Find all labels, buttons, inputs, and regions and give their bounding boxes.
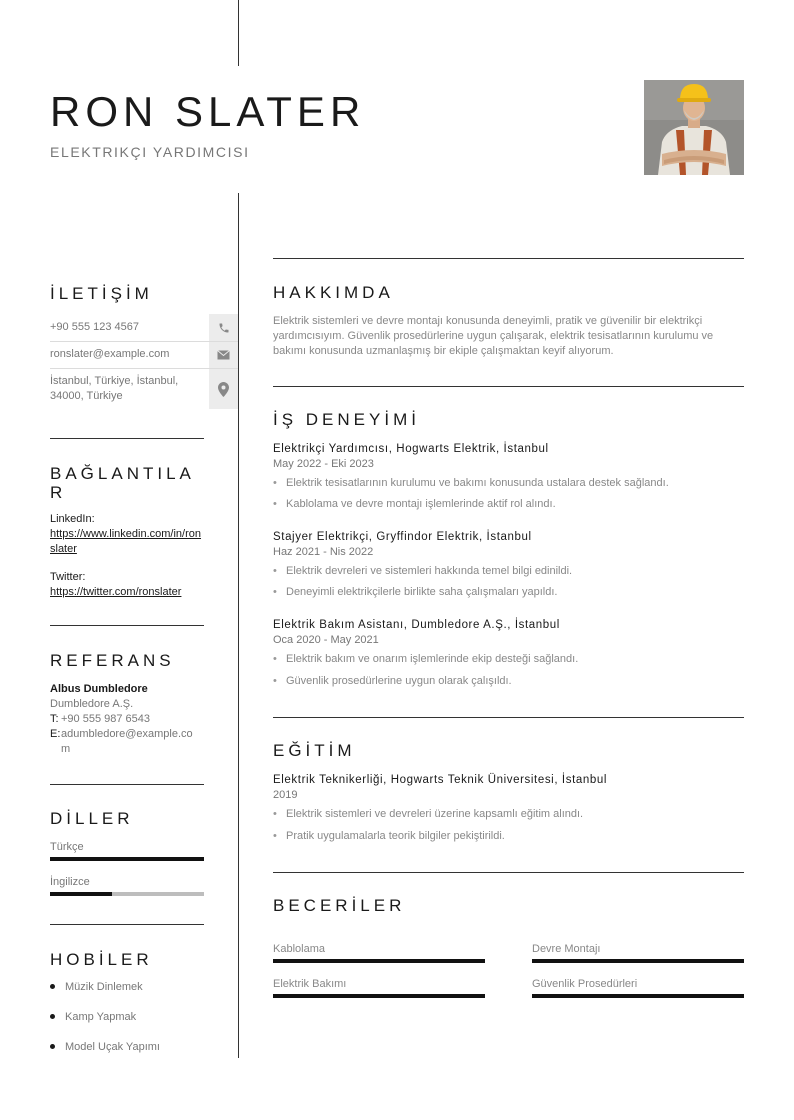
- skill-name: Kablolama: [273, 943, 325, 955]
- job-title: Elektrikçi Yardımcısı, Hogwarts Elektrik, İstanbul: [273, 443, 549, 455]
- bullet-dot: •: [273, 653, 277, 665]
- reference-company: Dumbledore A.Ş.: [50, 698, 134, 710]
- reference-email-row: E: adumbledore@example.com: [50, 727, 204, 757]
- job-bullet: • Elektrik bakım ve onarım işlemlerinde ekip desteği sağlandı.: [273, 653, 579, 665]
- skill-level-bar: [273, 959, 485, 963]
- reference-email: adumbledore@example.com: [61, 728, 193, 755]
- job-bullet: • Kablolama ve devre montajı işlemlerinde aktif rol alındı.: [273, 498, 556, 510]
- hobby-item: Müzik Dinlemek: [50, 981, 143, 993]
- links-heading: BAĞLANTILA R: [50, 464, 195, 502]
- bullet-dot: [50, 984, 55, 989]
- candidate-title: ELEKTRIKÇI YARDIMCISI: [50, 144, 250, 160]
- education-bullet: • Pratik uygulamalarla teorik bilgiler pekiştirildi.: [273, 830, 505, 842]
- bullet-dot: •: [273, 808, 277, 820]
- linkedin-link[interactable]: https://www.linkedin.com/in/ronslater: [50, 528, 202, 555]
- sidebar-divider: [50, 438, 204, 439]
- language-name: Türkçe: [50, 841, 84, 853]
- twitter-link[interactable]: https://twitter.com/ronslater: [50, 586, 182, 598]
- education-title: Elektrik Teknikerliği, Hogwarts Teknik Üniversitesi, İstanbul: [273, 774, 608, 786]
- bullet-dot: •: [273, 477, 277, 489]
- vertical-divider-top: [238, 0, 239, 66]
- job-title: Elektrik Bakım Asistanı, Dumbledore A.Ş., İstanbul: [273, 619, 560, 631]
- profile-photo: [644, 80, 744, 175]
- about-text: Elektrik sistemleri ve devre montajı konusunda deneyimli, pratik ve güvenilir bir elektrikçi yardımcısıyım. Güvenlik prosedürlerine uygun çalışarak, elektrik tesisatlarının kurulumu ve bakımı konusunda uzmanlaşmış bir ekiple çalışmaktan keyif alıyorum.: [273, 315, 714, 357]
- links-section: [50, 512, 204, 600]
- section-divider: [273, 258, 744, 259]
- job-date: Oca 2020 - May 2021: [273, 634, 379, 646]
- bullet-dot: [50, 1044, 55, 1049]
- bullet-dot: •: [273, 586, 277, 598]
- job-bullet: • Elektrik devreleri ve sistemleri hakkında temel bilgi edinildi.: [273, 565, 573, 577]
- job-bullet: • Güvenlik prosedürlerine uygun olarak çalışıldı.: [273, 675, 512, 687]
- bullet-dot: •: [273, 498, 277, 510]
- skill-level-bar: [532, 959, 744, 963]
- contact-address: İstanbul, Türkiye, İstanbul, 34000, Türkiye: [50, 375, 179, 402]
- skill-name: Devre Montajı: [532, 943, 601, 955]
- bullet-dot: •: [273, 675, 277, 687]
- hobby-item: Kamp Yapmak: [50, 1011, 136, 1023]
- contact-email-row: [50, 342, 238, 369]
- reference-name: Albus Dumbledore: [50, 683, 148, 695]
- job-date: Haz 2021 - Nis 2022: [273, 546, 374, 558]
- bullet-dot: •: [273, 565, 277, 577]
- skill-name: Elektrik Bakımı: [273, 978, 347, 990]
- hobbies-heading: HOBİLER: [50, 950, 153, 969]
- envelope-icon: [209, 342, 238, 368]
- bullet-dot: [50, 1014, 55, 1019]
- section-divider: [273, 872, 744, 873]
- skill-name: Güvenlik Prosedürleri: [532, 978, 638, 990]
- reference-entry: [50, 682, 204, 757]
- job-title: Stajyer Elektrikçi, Gryffindor Elektrik, İstanbul: [273, 531, 532, 543]
- references-heading: REFERANS: [50, 651, 175, 670]
- skills-heading: BECERİLER: [273, 896, 406, 915]
- experience-heading: İŞ DENEYİMİ: [273, 410, 420, 429]
- language-level-bar: [50, 857, 204, 861]
- languages-heading: DİLLER: [50, 809, 134, 828]
- contact-heading: İLETİŞİM: [50, 284, 153, 303]
- contact-phone: +90 555 123 4567: [50, 321, 140, 333]
- contact-phone-row: [50, 314, 238, 342]
- sidebar-divider: [50, 924, 204, 925]
- phone-icon: [209, 314, 238, 341]
- job-bullet: • Elektrik tesisatlarının kurulumu ve bakımı konusunda ustalara destek sağlandı.: [273, 477, 669, 489]
- linkedin-label: LinkedIn:: [50, 513, 95, 525]
- language-name: İngilizce: [50, 876, 90, 888]
- sidebar-divider: [50, 784, 204, 785]
- candidate-name: RON SLATER: [50, 88, 366, 135]
- language-level-bar: [50, 892, 204, 896]
- reference-phone-row: T: +90 555 987 6543: [50, 713, 151, 725]
- education-bullet: • Elektrik sistemleri ve devreleri üzerine kapsamlı eğitim alındı.: [273, 808, 584, 820]
- location-pin-icon: [209, 369, 238, 409]
- vertical-divider: [238, 193, 239, 1058]
- about-heading: HAKKIMDA: [273, 283, 394, 302]
- contact-email: ronslater@example.com: [50, 348, 170, 360]
- reference-phone: +90 555 987 6543: [61, 713, 151, 725]
- job-date: May 2022 - Eki 2023: [273, 458, 374, 470]
- sidebar-divider: [50, 625, 204, 626]
- education-date: 2019: [273, 789, 298, 801]
- section-divider: [273, 717, 744, 718]
- twitter-label: Twitter:: [50, 571, 86, 583]
- bullet-dot: •: [273, 830, 277, 842]
- job-bullet: • Deneyimli elektrikçilerle birlikte saha çalışmaları yapıldı.: [273, 586, 558, 598]
- education-heading: EĞİTİM: [273, 741, 356, 760]
- skill-level-bar: [532, 994, 744, 998]
- section-divider: [273, 386, 744, 387]
- hobby-item: Model Uçak Yapımı: [50, 1041, 160, 1053]
- contact-address-row: [50, 369, 238, 409]
- skill-level-bar: [273, 994, 485, 998]
